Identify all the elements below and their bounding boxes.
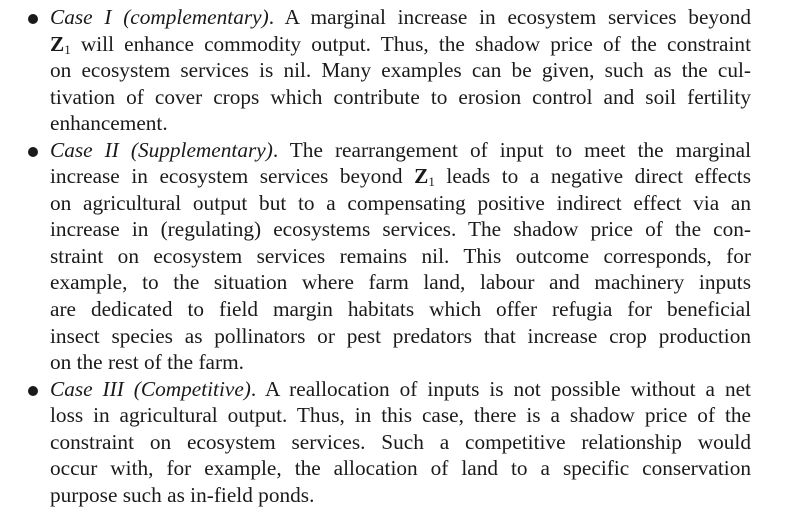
case-title: Case II (Supplementary) [50,137,273,162]
text-line: purpose such as in-field ponds. [50,482,315,507]
math-symbol-z1: $Z_1$ [414,164,435,190]
text-line: Case I (complementary). A marginal increase in ecosystem services beyond [50,5,751,29]
text-line: Case II (Supplementary). The rearrangement of input to meet the marginal [50,137,751,162]
text-line: enhancement. [50,111,168,136]
text-line: on the rest of the farm. [50,350,244,375]
math-symbol-z1: $Z_1$ [50,31,71,57]
text-line: Case III (Competitive). A reallocation of inputs is not possible without a net [50,376,751,401]
bullet-icon [28,386,38,396]
text-line: insect species as pollinators or pest predators that increase crop production [50,323,751,348]
bullet-item-case-3 [0,376,807,509]
text-line: example, to the situation where farm land, labour and machinery inputs [50,270,751,295]
case-title: Case III (Competitive) [50,376,251,401]
text-line: loss in agricultural output. Thus, in this case, there is a shadow price of the [50,403,751,428]
text-line: are dedicated to field margin habitats which offer refugia for beneficial [50,297,751,322]
bullet-item-case-2 [0,137,807,376]
bullet-icon [28,14,38,24]
text-line: tivation of cover crops which contribute to erosion control and soil fertility [50,84,751,109]
document-body [0,4,807,508]
text-line: on ecosystem services is nil. Many examples can be given, such as the cul- [50,58,751,83]
text-line: increase in (regulating) ecosystems services. The shadow price of the con- [50,217,751,242]
bullet-icon [28,147,38,157]
text-line: $Z_1$ will enhance commodity output. Thus, the shadow price of the constraint [50,31,751,57]
text-line: on agricultural output but to a compensating positive indirect effect via an [50,190,751,215]
bullet-item-case-1 [0,4,807,137]
text-line: occur with, for example, the allocation of land to a specific conservation [50,456,751,481]
text-line: increase in ecosystem services beyond $Z_1$ leads to a negative direct effects [50,164,751,190]
text-line: straint on ecosystem services remains nil. This outcome corresponds, for [50,243,751,268]
case-title: Case I (complementary) [50,5,269,29]
text-line: constraint on ecosystem services. Such a competitive relationship would [50,429,751,454]
